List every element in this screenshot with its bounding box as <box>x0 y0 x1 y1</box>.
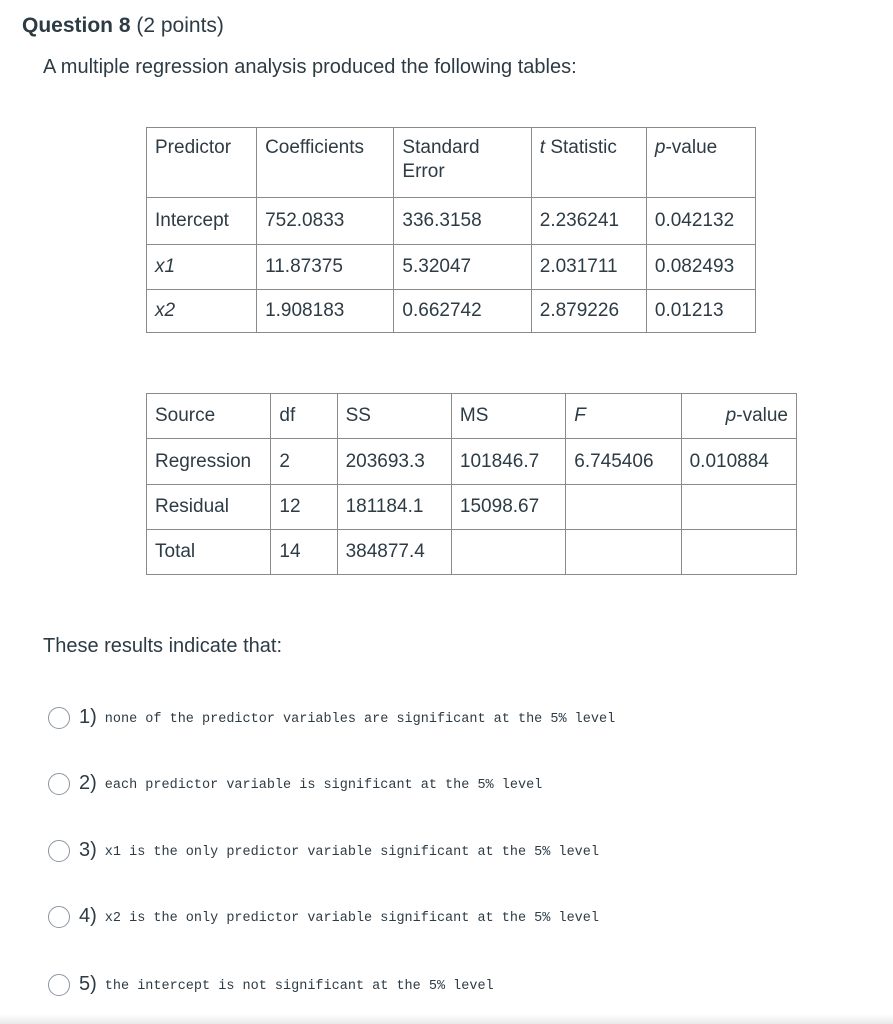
header-ms: MS <box>451 394 565 439</box>
header-t-rest: Statistic <box>545 137 617 158</box>
cell-standard-error: 0.662742 <box>394 290 531 333</box>
option-number: 3) <box>79 839 97 861</box>
header-p-italic: p <box>725 405 737 426</box>
cell-source: Regression <box>147 439 271 485</box>
answer-option-2[interactable] <box>48 772 542 795</box>
question-header <box>22 14 224 38</box>
cell-standard-error: 336.3158 <box>394 198 531 245</box>
header-df: df <box>271 394 337 439</box>
header-coefficients: Coefficients <box>257 128 394 198</box>
cell-df: 2 <box>271 439 337 485</box>
cell-p-value: 0.042132 <box>646 198 755 245</box>
cell-f: 6.745406 <box>566 439 681 485</box>
table-row <box>147 245 756 290</box>
cell-p-value <box>681 485 796 530</box>
header-f: F <box>566 394 681 439</box>
cell-source: Total <box>147 530 271 575</box>
table-row <box>147 485 797 530</box>
anova-table <box>146 393 797 575</box>
header-p-italic: p <box>654 137 666 158</box>
cell-source: Residual <box>147 485 271 530</box>
table-row <box>147 439 797 485</box>
table-header-row <box>147 128 756 198</box>
header-t-italic: t <box>539 137 546 158</box>
cell-predictor: x1 <box>147 245 257 290</box>
option-number: 2) <box>79 772 97 794</box>
cell-standard-error: 5.32047 <box>394 245 531 290</box>
cell-ms: 101846.7 <box>451 439 565 485</box>
header-se-line1: Standard <box>402 137 480 158</box>
cell-predictor: Intercept <box>147 198 257 245</box>
radio-button[interactable] <box>48 974 70 996</box>
cell-ss: 181184.1 <box>337 485 451 530</box>
header-predictor: Predictor <box>147 128 257 198</box>
cell-ms <box>451 530 565 575</box>
answer-option-1[interactable] <box>48 706 615 729</box>
radio-button[interactable] <box>48 773 70 795</box>
cell-coefficient: 752.0833 <box>257 198 394 245</box>
option-number: 5) <box>79 973 97 995</box>
cell-df: 14 <box>271 530 337 575</box>
radio-button[interactable] <box>48 840 70 862</box>
cell-coefficient: 1.908183 <box>257 290 394 333</box>
results-prompt: These results indicate that: <box>43 635 283 657</box>
option-text: x1 is the only predictor variable significant at the 5% level <box>104 845 599 860</box>
header-ss: SS <box>337 394 451 439</box>
cell-p-value: 0.01213 <box>646 290 755 333</box>
header-source: Source <box>147 394 271 439</box>
cell-t-statistic: 2.236241 <box>531 198 646 245</box>
option-text: each predictor variable is significant at the 5% level <box>104 778 543 793</box>
radio-button[interactable] <box>48 707 70 729</box>
option-text: x2 is the only predictor variable significant at the 5% level <box>104 911 599 926</box>
cell-ss: 384877.4 <box>337 530 451 575</box>
option-text: the intercept is not significant at the 5% level <box>104 979 494 994</box>
cell-p-value <box>681 530 796 575</box>
option-text: none of the predictor variables are significant at the 5% level <box>104 712 616 727</box>
question-intro: A multiple regression analysis produced the following tables: <box>43 56 577 78</box>
page-bottom-edge <box>0 1014 893 1024</box>
header-p-rest: -value <box>665 137 718 158</box>
cell-predictor: x2 <box>147 290 257 333</box>
option-number: 4) <box>79 905 97 927</box>
header-p-rest: -value <box>736 405 788 426</box>
answer-option-4[interactable] <box>48 905 599 928</box>
question-points: (2 points) <box>136 14 224 37</box>
cell-f <box>566 530 681 575</box>
table-row <box>147 198 756 245</box>
option-number: 1) <box>79 706 97 728</box>
answer-option-5[interactable] <box>48 973 494 996</box>
cell-p-value: 0.010884 <box>681 439 796 485</box>
cell-p-value: 0.082493 <box>646 245 755 290</box>
cell-ms: 15098.67 <box>451 485 565 530</box>
radio-button[interactable] <box>48 906 70 928</box>
cell-df: 12 <box>271 485 337 530</box>
cell-t-statistic: 2.031711 <box>531 245 646 290</box>
header-se-line2: Error <box>402 161 445 182</box>
header-t-statistic <box>531 128 646 198</box>
table-row <box>147 530 797 575</box>
cell-ss: 203693.3 <box>337 439 451 485</box>
coefficients-table <box>146 127 756 333</box>
question-title: Question 8 <box>22 14 131 37</box>
header-p-value <box>681 394 796 439</box>
cell-coefficient: 11.87375 <box>257 245 394 290</box>
cell-t-statistic: 2.879226 <box>531 290 646 333</box>
header-standard-error <box>394 128 531 198</box>
table-row <box>147 290 756 333</box>
header-p-value <box>646 128 755 198</box>
cell-f <box>566 485 681 530</box>
table-header-row <box>147 394 797 439</box>
answer-option-3[interactable] <box>48 839 599 862</box>
